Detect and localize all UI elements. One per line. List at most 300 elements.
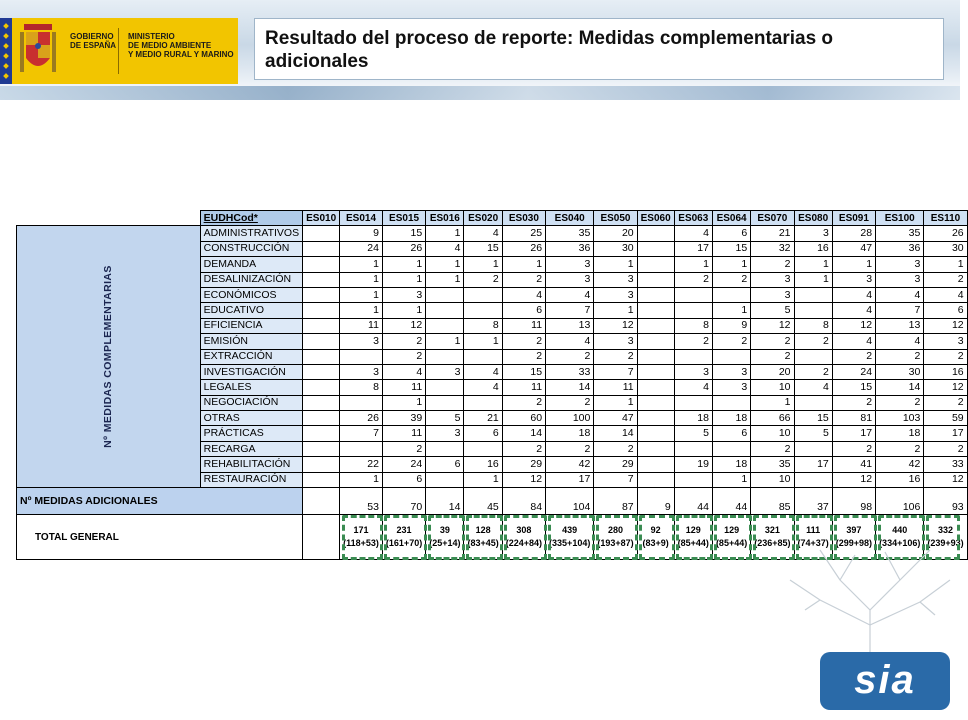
column-header-es100: ES100: [876, 211, 924, 226]
table-cell: [303, 457, 340, 472]
table-cell: 39: [382, 411, 425, 426]
total-breakdown: (85+44): [677, 538, 709, 549]
adicionales-cell: 14: [426, 488, 464, 515]
highlight-box: [714, 515, 751, 560]
row-label: EXTRACCIÓN: [200, 349, 302, 364]
table-cell: 3: [426, 364, 464, 379]
column-header-es014: ES014: [340, 211, 383, 226]
total-value: 332: [937, 525, 954, 536]
total-breakdown: (224+84): [505, 538, 543, 549]
column-header-es070: ES070: [751, 211, 794, 226]
table-cell: 2: [546, 349, 594, 364]
table-cell: 14: [876, 380, 924, 395]
table-cell: 1: [382, 395, 425, 410]
table-cell: [637, 334, 674, 349]
table-cell: [794, 349, 832, 364]
table-cell: 4: [832, 303, 875, 318]
table-cell: 3: [876, 272, 924, 287]
table-cell: 18: [674, 411, 712, 426]
table-cell: 1: [794, 272, 832, 287]
table-cell: 15: [794, 411, 832, 426]
table-cell: 1: [712, 303, 750, 318]
table-cell: 17: [832, 426, 875, 441]
table-cell: 15: [712, 241, 750, 256]
table-cell: 15: [832, 380, 875, 395]
adicionales-cell: 106: [876, 488, 924, 515]
table-cell: 7: [340, 426, 383, 441]
table-cell: [637, 303, 674, 318]
table-cell: 66: [751, 411, 794, 426]
table-cell: [303, 364, 340, 379]
table-cell: 3: [751, 272, 794, 287]
table-cell: [674, 395, 712, 410]
total-value: 397: [846, 525, 862, 536]
table-cell: [637, 318, 674, 333]
total-value: 39: [439, 525, 450, 536]
table-cell: 2: [751, 441, 794, 456]
table-cell: [464, 441, 502, 456]
table-cell: 100: [546, 411, 594, 426]
adicionales-cell: 85: [751, 488, 794, 515]
table-cell: 12: [832, 472, 875, 487]
table-cell: 35: [751, 457, 794, 472]
table-cell: 29: [594, 457, 637, 472]
table-cell: 18: [712, 457, 750, 472]
table-cell: 8: [464, 318, 502, 333]
table-cell: [426, 287, 464, 302]
table-cell: [674, 441, 712, 456]
table-cell: 1: [340, 472, 383, 487]
table-cell: 28: [832, 226, 875, 241]
table-cell: 1: [382, 272, 425, 287]
table-cell: 2: [382, 334, 425, 349]
table-cell: 2: [924, 349, 967, 364]
row-label: EFICIENCIA: [200, 318, 302, 333]
table-cell: 1: [594, 303, 637, 318]
table-cell: 4: [426, 241, 464, 256]
table-cell: 3: [594, 287, 637, 302]
table-cell: 11: [340, 318, 383, 333]
table-cell: 1: [594, 257, 637, 272]
total-value: 308: [516, 525, 532, 536]
table-cell: 59: [924, 411, 967, 426]
table-cell: 3: [382, 287, 425, 302]
row-label: RECARGA: [200, 441, 302, 456]
table-cell: [303, 426, 340, 441]
total-breakdown: (85+44): [715, 538, 748, 549]
table-cell: 60: [502, 411, 545, 426]
table-cell: 21: [464, 411, 502, 426]
table-cell: 2: [712, 272, 750, 287]
column-header-es040: ES040: [546, 211, 594, 226]
total-breakdown: (74+37): [797, 538, 829, 549]
table-cell: 13: [546, 318, 594, 333]
row-label: ECONÓMICOS: [200, 287, 302, 302]
highlight-box: [466, 515, 503, 560]
table-cell: 14: [502, 426, 545, 441]
table-cell: 3: [751, 287, 794, 302]
table-cell: 2: [832, 441, 875, 456]
table-cell: [674, 472, 712, 487]
table-cell: [340, 441, 383, 456]
report-table: [16, 210, 968, 560]
table-cell: 12: [594, 318, 637, 333]
table-cell: 20: [751, 364, 794, 379]
table-cell: 17: [794, 457, 832, 472]
table-cell: 4: [674, 226, 712, 241]
highlight-box: [504, 515, 546, 560]
table-cell: 1: [464, 472, 502, 487]
highlight-box: [384, 515, 426, 560]
table-cell: 18: [876, 426, 924, 441]
tree-decoration-icon: [760, 540, 960, 660]
corner-label-cell: EUDHCod*: [200, 211, 302, 226]
table-cell: [637, 226, 674, 241]
table-cell: 5: [794, 426, 832, 441]
column-header-es015: ES015: [382, 211, 425, 226]
table-cell: 36: [876, 241, 924, 256]
table-cell: 24: [382, 457, 425, 472]
total-breakdown: (335+104): [549, 538, 591, 549]
page-title: Resultado del proceso de reporte: Medidas complementarias o adicionales: [265, 28, 834, 72]
adicionales-cell: 70: [382, 488, 425, 515]
table-cell: [637, 257, 674, 272]
adicionales-cell: 37: [794, 488, 832, 515]
table-cell: [303, 472, 340, 487]
table-cell: 26: [382, 241, 425, 256]
row-label: LEGALES: [200, 380, 302, 395]
table-cell: 30: [594, 241, 637, 256]
table-cell: 16: [794, 241, 832, 256]
table-cell: 6: [712, 226, 750, 241]
table-cell: 1: [712, 472, 750, 487]
government-logo: [0, 18, 238, 84]
table-cell: [637, 364, 674, 379]
table-cell: 26: [924, 226, 967, 241]
column-header-es020: ES020: [464, 211, 502, 226]
table-cell: 3: [712, 380, 750, 395]
row-label: PRÁCTICAS: [200, 426, 302, 441]
table-cell: 1: [464, 257, 502, 272]
table-cell: 3: [794, 226, 832, 241]
table-cell: 12: [832, 318, 875, 333]
table-cell: 11: [502, 318, 545, 333]
table-cell: 17: [546, 472, 594, 487]
table-cell: [637, 441, 674, 456]
total-value: 171: [353, 525, 369, 536]
table-cell: [637, 472, 674, 487]
adicionales-cell: 87: [594, 488, 637, 515]
table-cell: 35: [546, 226, 594, 241]
report-table-container: [16, 210, 968, 560]
table-cell: 4: [924, 287, 967, 302]
table-cell: 3: [712, 364, 750, 379]
table-cell: 2: [502, 395, 545, 410]
table-cell: 1: [674, 257, 712, 272]
table-cell: 2: [674, 334, 712, 349]
table-cell: 103: [876, 411, 924, 426]
table-cell: [712, 349, 750, 364]
vertical-label: Nº MEDIDAS COMPLEMENTARIAS: [101, 265, 114, 449]
table-cell: [340, 395, 383, 410]
total-breakdown: (299+98): [835, 538, 873, 549]
table-cell: 6: [924, 303, 967, 318]
sia-logo: [820, 652, 950, 710]
total-cell: [303, 515, 340, 560]
title-box: [254, 18, 944, 80]
table-cell: 1: [382, 303, 425, 318]
table-cell: 6: [464, 426, 502, 441]
table-cell: 4: [832, 334, 875, 349]
table-cell: 11: [502, 380, 545, 395]
table-cell: 4: [546, 287, 594, 302]
table-cell: 26: [340, 411, 383, 426]
table-cell: 1: [426, 334, 464, 349]
table-cell: [794, 287, 832, 302]
table-cell: 3: [340, 334, 383, 349]
table-cell: [464, 287, 502, 302]
table-cell: 4: [832, 287, 875, 302]
table-cell: 41: [832, 457, 875, 472]
table-cell: 2: [594, 349, 637, 364]
column-header-es010: ES010: [303, 211, 340, 226]
table-cell: 1: [340, 303, 383, 318]
table-cell: 22: [340, 457, 383, 472]
table-cell: [794, 395, 832, 410]
table-cell: 2: [502, 349, 545, 364]
column-header-es091: ES091: [832, 211, 875, 226]
sia-logo-text: sia: [854, 658, 916, 702]
table-cell: 9: [340, 226, 383, 241]
total-breakdown: (161+70): [385, 538, 423, 549]
table-cell: 4: [464, 364, 502, 379]
table-cell: 42: [876, 457, 924, 472]
table-cell: 2: [502, 441, 545, 456]
table-cell: 15: [502, 364, 545, 379]
table-cell: 17: [674, 241, 712, 256]
table-cell: [637, 380, 674, 395]
table-cell: 11: [594, 380, 637, 395]
table-cell: 6: [502, 303, 545, 318]
row-label: DESALINIZACIÓN: [200, 272, 302, 287]
table-cell: 2: [712, 334, 750, 349]
total-breakdown: (83+45): [467, 538, 499, 549]
total-value: 321: [764, 525, 780, 536]
table-cell: [303, 241, 340, 256]
table-cell: [426, 380, 464, 395]
adicionales-cell: 45: [464, 488, 502, 515]
table-cell: 32: [751, 241, 794, 256]
table-cell: 10: [751, 426, 794, 441]
table-cell: 4: [794, 380, 832, 395]
table-cell: 30: [876, 364, 924, 379]
table-cell: 1: [382, 257, 425, 272]
table-cell: [712, 441, 750, 456]
table-cell: [674, 303, 712, 318]
column-header-es110: ES110: [924, 211, 967, 226]
table-cell: 7: [594, 364, 637, 379]
table-cell: 5: [426, 411, 464, 426]
table-cell: 42: [546, 457, 594, 472]
table-cell: 1: [594, 395, 637, 410]
total-value: 128: [475, 525, 491, 536]
table-cell: [426, 395, 464, 410]
table-cell: 4: [464, 380, 502, 395]
row-label: NEGOCIACIÓN: [200, 395, 302, 410]
row-label: INVESTIGACIÓN: [200, 364, 302, 379]
table-header-row: [17, 211, 968, 226]
table-cell: [637, 457, 674, 472]
table-cell: 2: [924, 395, 967, 410]
table-cell: [637, 287, 674, 302]
highlight-box: [596, 515, 638, 560]
table-cell: 4: [502, 287, 545, 302]
table-cell: [637, 241, 674, 256]
row-label: CONSTRUCCIÓN: [200, 241, 302, 256]
table-cell: [674, 349, 712, 364]
table-cell: 1: [426, 272, 464, 287]
table-cell: 8: [674, 318, 712, 333]
table-cell: 7: [876, 303, 924, 318]
table-cell: 2: [832, 349, 875, 364]
total-value: 439: [562, 525, 578, 536]
table-cell: 18: [712, 411, 750, 426]
table-cell: 3: [426, 426, 464, 441]
table-cell: 81: [832, 411, 875, 426]
table-cell: 7: [594, 472, 637, 487]
table-cell: [303, 272, 340, 287]
adicionales-cell: 44: [712, 488, 750, 515]
table-cell: 1: [340, 257, 383, 272]
table-cell: 8: [340, 380, 383, 395]
highlight-box: [639, 515, 675, 560]
table-cell: 36: [546, 241, 594, 256]
table-cell: 17: [924, 426, 967, 441]
table-cell: 4: [464, 226, 502, 241]
table-cell: 4: [382, 364, 425, 379]
table-cell: 1: [426, 257, 464, 272]
table-cell: 11: [382, 426, 425, 441]
table-cell: 2: [594, 441, 637, 456]
column-header-es016: ES016: [426, 211, 464, 226]
table-cell: 3: [594, 272, 637, 287]
table-cell: 6: [382, 472, 425, 487]
table-cell: 3: [546, 257, 594, 272]
table-cell: 18: [546, 426, 594, 441]
table-cell: [303, 303, 340, 318]
table-cell: 2: [751, 349, 794, 364]
table-cell: 1: [751, 395, 794, 410]
table-cell: 1: [340, 272, 383, 287]
gobierno-text: GOBIERNO DE ESPAÑA: [70, 32, 117, 50]
total-value: 129: [685, 525, 701, 536]
table-cell: 1: [712, 257, 750, 272]
table-cell: 3: [594, 334, 637, 349]
total-breakdown: (118+53): [343, 538, 379, 549]
header-wave-decoration: [0, 86, 960, 100]
table-cell: [340, 349, 383, 364]
adicionales-label: Nº MEDIDAS ADICIONALES: [17, 488, 303, 515]
table-cell: [712, 287, 750, 302]
table-cell: 1: [924, 257, 967, 272]
column-header-es050: ES050: [594, 211, 637, 226]
table-cell: 29: [502, 457, 545, 472]
table-cell: [303, 287, 340, 302]
table-cell: 2: [876, 349, 924, 364]
table-cell: 2: [382, 441, 425, 456]
table-cell: [712, 395, 750, 410]
table-cell: [303, 226, 340, 241]
table-cell: [426, 303, 464, 318]
table-cell: 2: [674, 272, 712, 287]
table-cell: 16: [464, 457, 502, 472]
total-value: 129: [724, 525, 740, 536]
table-cell: 30: [924, 241, 967, 256]
table-cell: 10: [751, 472, 794, 487]
table-cell: [464, 349, 502, 364]
coat-of-arms-icon: [18, 24, 58, 78]
row-label: RESTAURACIÓN: [200, 472, 302, 487]
table-cell: 13: [876, 318, 924, 333]
row-label: REHABILITACIÓN: [200, 457, 302, 472]
table-cell: 2: [546, 395, 594, 410]
table-cell: 3: [546, 272, 594, 287]
table-cell: [794, 472, 832, 487]
table-cell: [637, 395, 674, 410]
table-cell: [674, 287, 712, 302]
adicionales-cell: 98: [832, 488, 875, 515]
total-value: 111: [806, 525, 821, 536]
table-cell: 47: [594, 411, 637, 426]
table-cell: 3: [876, 257, 924, 272]
table-cell: 21: [751, 226, 794, 241]
table-cell: [794, 303, 832, 318]
table-cell: 2: [876, 395, 924, 410]
table-cell: 2: [382, 349, 425, 364]
adicionales-cell: 104: [546, 488, 594, 515]
table-cell: [426, 318, 464, 333]
row-label: DEMANDA: [200, 257, 302, 272]
table-cell: 12: [382, 318, 425, 333]
table-cell: [303, 349, 340, 364]
corner-blank-cell: [17, 211, 201, 226]
highlight-box: [676, 515, 713, 560]
table-row: [17, 226, 968, 241]
table-cell: 12: [924, 472, 967, 487]
highlight-box: [428, 515, 465, 560]
table-cell: [426, 441, 464, 456]
table-cell: 1: [794, 257, 832, 272]
table-cell: [303, 257, 340, 272]
table-cell: 4: [876, 287, 924, 302]
table-cell: 2: [876, 441, 924, 456]
column-header-es080: ES080: [794, 211, 832, 226]
total-breakdown: (193+87): [597, 538, 634, 549]
table-cell: 1: [426, 226, 464, 241]
adicionales-cell: 93: [924, 488, 967, 515]
row-label: ADMINISTRATIVOS: [200, 226, 302, 241]
highlight-box: [342, 515, 384, 560]
total-value: 231: [396, 525, 412, 536]
table-cell: 24: [832, 364, 875, 379]
vertical-label-cell: [17, 226, 201, 488]
table-cell: 2: [546, 441, 594, 456]
table-cell: [637, 272, 674, 287]
adicionales-cell: 84: [502, 488, 545, 515]
table-cell: 2: [464, 272, 502, 287]
table-cell: 5: [751, 303, 794, 318]
table-cell: 3: [674, 364, 712, 379]
